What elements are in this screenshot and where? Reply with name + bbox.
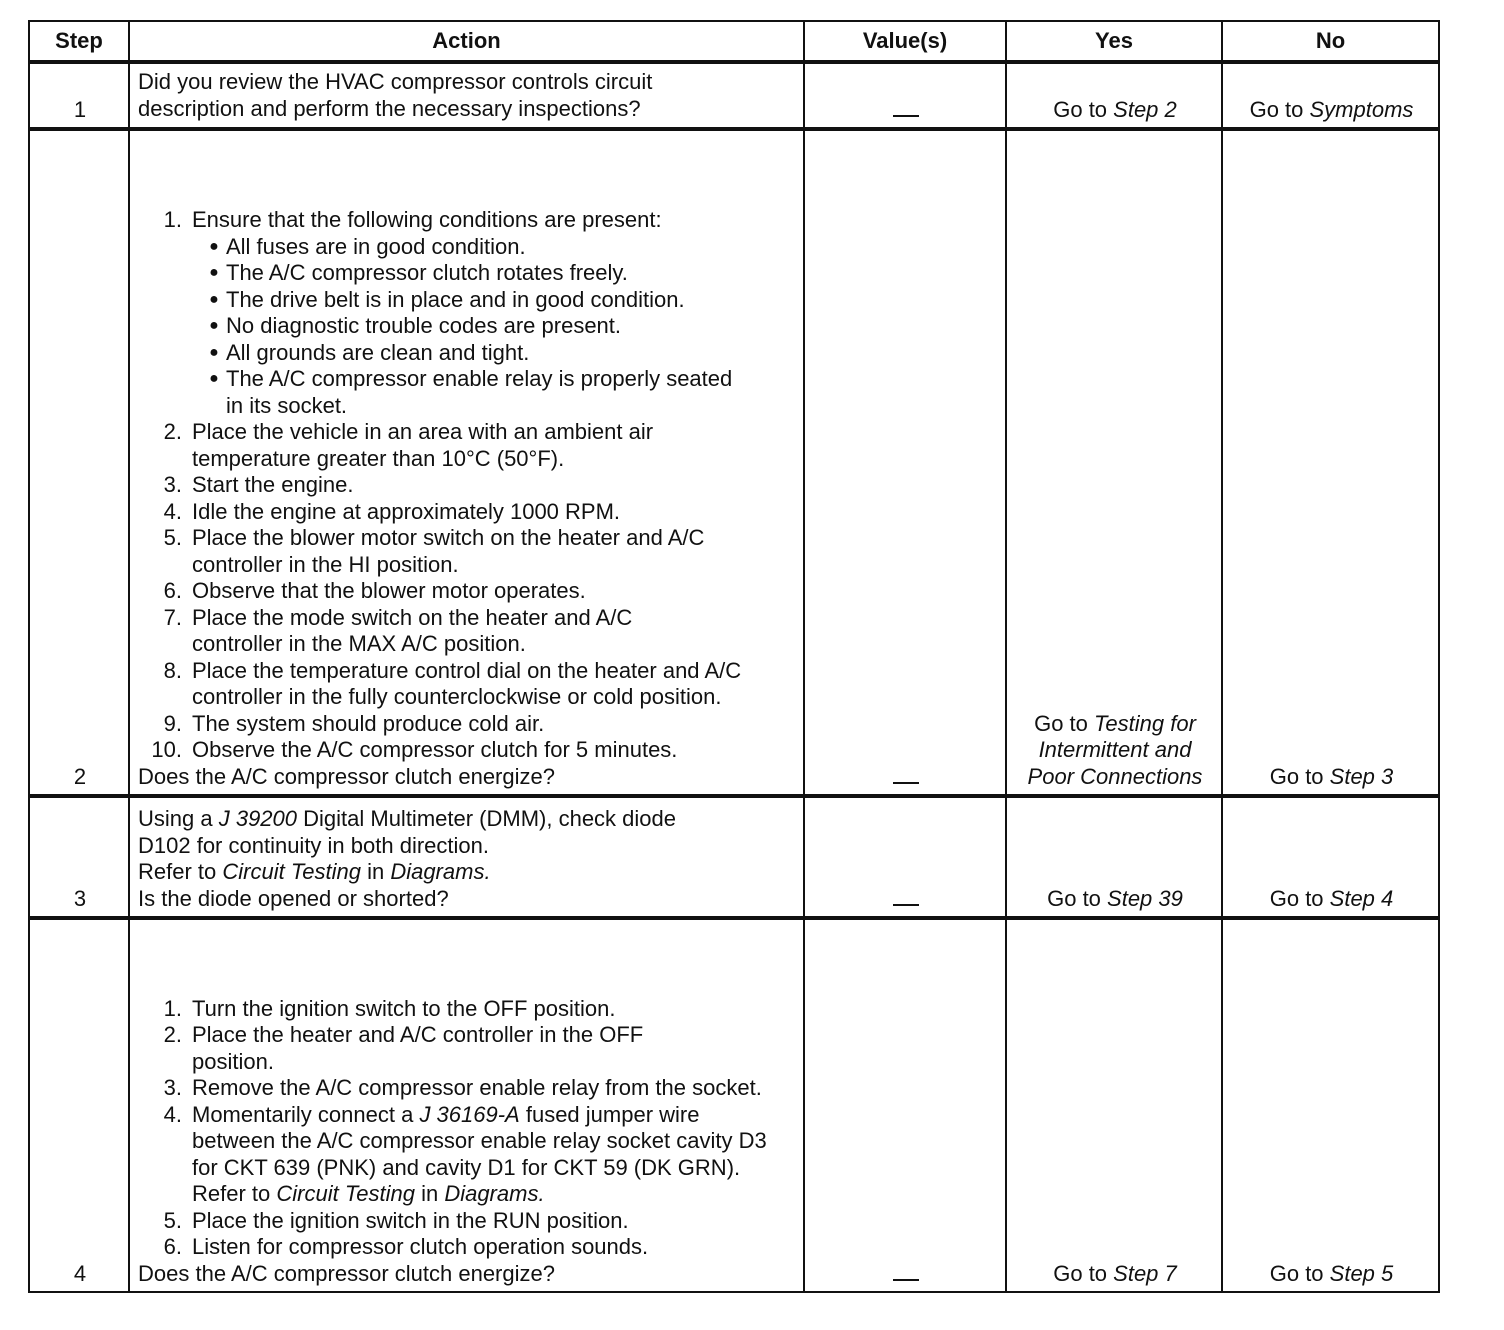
step-text: Place the heater and A/C controller in the OFF position. [192,1022,644,1074]
yes-link[interactable]: Step 39 [1107,885,1183,911]
dash-placeholder [893,904,919,906]
yes-cell [1006,62,1222,129]
yes-link[interactable]: Testing for Intermittent and Poor Connections [1027,710,1203,789]
step-text: Remove the A/C compressor enable relay from the socket. [192,1075,762,1100]
yes-cell [1006,129,1222,796]
step-text: Listen for compressor clutch operation sounds. [192,1234,649,1259]
step-text: Place the vehicle in an area with an ambient air temperature greater than 10°C (50°F). [192,419,654,471]
bullet-text: All grounds are clean and tight. [226,339,530,365]
circuit-testing-link[interactable]: Circuit Testing [276,1181,415,1206]
action-question: Does the A/C compressor clutch energize? [138,1260,555,1286]
header-yes: Yes [1006,21,1222,62]
procedure-step [138,737,797,764]
procedure-step [138,1234,797,1261]
text-run: fused jumper wire between the A/C compressor enable relay socket cavity D3 for CKT 639 (PNK) and cavity D1 for CKT 59 (DK GRN). Refer to [192,1101,767,1206]
step-text: The system should produce cold air. [192,710,545,736]
action-cell [129,918,804,1292]
no-prefix: Go to [1269,885,1330,911]
value-cell [804,918,1006,1292]
bullet-text: The drive belt is in place and in good condition. [226,286,685,312]
procedure-step [138,1208,797,1235]
value-cell [804,62,1006,129]
step-text: Place the temperature control dial on the heater and A/C controller in the fully counterclockwise or cold position. [192,657,742,709]
procedure-step [138,207,797,419]
yes-cell [1006,918,1222,1292]
step-index: 5. [163,525,182,550]
no-cell [1222,129,1439,796]
bullet-icon: ● [209,264,219,281]
dash-placeholder [893,782,919,784]
text-run: Using a [138,806,219,831]
step-number: 1 [29,62,129,129]
step-index: 9. [163,710,182,736]
action-line: D102 for continuity in both direction. [138,832,489,858]
circuit-testing-link[interactable]: Circuit Testing [222,859,361,884]
step-index: 6. [163,578,182,603]
step-index: 2. [163,1022,182,1047]
tool-reference[interactable]: J 36169-A [419,1101,520,1127]
header-row [29,21,1439,62]
procedure-step [138,499,797,526]
step-text [192,207,797,419]
yes-prefix: Go to [1034,710,1094,736]
no-link[interactable]: Step 3 [1329,763,1394,789]
table-row-step-2 [29,129,1439,796]
procedure-step [138,1102,797,1208]
step-number: 4 [29,918,129,1292]
action-question: Does the A/C compressor clutch energize? [138,763,555,789]
action-line [138,859,797,886]
action-question: Is the diode opened or shorted? [138,885,449,911]
step-text: Observe the A/C compressor clutch for 5 minutes. [192,737,678,762]
bullet-text: The A/C compressor enable relay is properly seated in its socket. [226,366,733,418]
bullet-icon: ● [209,370,219,387]
step-number: 3 [29,796,129,918]
action-cell [129,62,804,129]
step-index: 3. [163,472,182,497]
no-link[interactable]: Symptoms [1309,96,1414,122]
text-run: in [414,1181,445,1206]
diagnostic-table [28,20,1440,1293]
table-row-step-3 [29,796,1439,918]
no-cell [1222,62,1439,129]
step-number: 2 [29,129,129,796]
condition-bullet [192,260,797,287]
bullet-text: The A/C compressor clutch rotates freely. [226,260,628,285]
no-cell [1222,918,1439,1292]
value-cell [804,796,1006,918]
procedure-step [138,658,797,711]
step-index: 1. [163,207,182,232]
procedure-step [138,578,797,605]
step-text: Idle the engine at approximately 1000 RPM. [192,498,621,524]
diagrams-link[interactable]: Diagrams. [444,1181,545,1206]
dash-placeholder [893,1279,919,1281]
yes-prefix: Go to [1053,96,1114,122]
step-index: 4. [163,498,182,524]
step-index: 3. [163,1075,182,1100]
action-line: description and perform the necessary inspections? [138,95,641,121]
yes-link[interactable]: Step 7 [1113,1260,1177,1286]
condition-bullet [192,287,797,314]
procedure-step [138,525,797,578]
header-values: Value(s) [804,21,1006,62]
text-run: Refer to [138,859,223,884]
step-index: 8. [163,657,182,683]
yes-prefix: Go to [1053,1260,1114,1286]
step-text-main: Ensure that the following conditions are present: [192,207,662,232]
no-link[interactable]: Step 5 [1329,1260,1394,1286]
condition-bullet [192,313,797,340]
dash-placeholder [893,115,919,117]
procedure-step [138,605,797,658]
procedure-step [138,711,797,738]
action-cell [129,129,804,796]
condition-bullet [192,234,797,261]
bullet-icon: ● [209,290,219,308]
step-text: Start the engine. [192,472,354,497]
table-row-step-4 [29,918,1439,1292]
condition-bullet [192,340,797,367]
table-row-step-1 [29,62,1439,129]
step-text: Place the blower motor switch on the heater and A/C controller in the HI position. [192,525,705,577]
header-action: Action [129,21,804,62]
header-no: No [1222,21,1439,62]
bullet-text: No diagnostic trouble codes are present. [226,313,622,338]
no-cell [1222,796,1439,918]
procedure-list [138,207,797,790]
action-line: Did you review the HVAC compressor controls circuit [138,69,653,94]
step-index: 2. [163,419,182,444]
yes-cell [1006,796,1222,918]
text-run: Digital Multimeter (DMM), check diode [297,806,676,831]
step-text: Turn the ignition switch to the OFF position. [192,995,616,1021]
action-line [138,806,797,833]
diagrams-link[interactable]: Diagrams. [390,859,491,884]
step-text [192,1102,772,1208]
step-index: 6. [163,1234,182,1259]
yes-link[interactable]: Step 2 [1113,96,1177,122]
value-cell [804,129,1006,796]
header-step: Step [29,21,129,62]
step-text: Place the ignition switch in the RUN position. [192,1207,629,1233]
step-text: Observe that the blower motor operates. [192,578,586,603]
action-cell [129,796,804,918]
no-prefix: Go to [1269,1260,1330,1286]
procedure-step [138,1022,797,1075]
step-index: 7. [163,604,182,630]
bullet-icon: ● [209,237,219,255]
condition-bullet [192,366,797,419]
no-prefix: Go to [1249,96,1310,122]
text-run: in [360,859,391,884]
bullet-text: All fuses are in good condition. [226,233,526,259]
step-index: 1. [163,995,182,1021]
no-prefix: Go to [1269,763,1330,789]
no-link[interactable]: Step 4 [1329,885,1394,911]
step-index: 5. [163,1207,182,1233]
procedure-step [138,419,797,472]
step-index: 10. [151,737,182,762]
procedure-step [138,1075,797,1102]
procedure-step [138,996,797,1023]
step-text: Place the mode switch on the heater and A/C controller in the MAX A/C position. [192,604,633,656]
yes-prefix: Go to [1047,885,1108,911]
procedure-step [138,472,797,499]
bullet-icon: ● [209,317,219,334]
step-index: 4. [163,1101,182,1127]
bullet-icon: ● [209,343,219,361]
tool-reference[interactable]: J 39200 [218,806,298,831]
text-run: Momentarily connect a [192,1101,420,1127]
